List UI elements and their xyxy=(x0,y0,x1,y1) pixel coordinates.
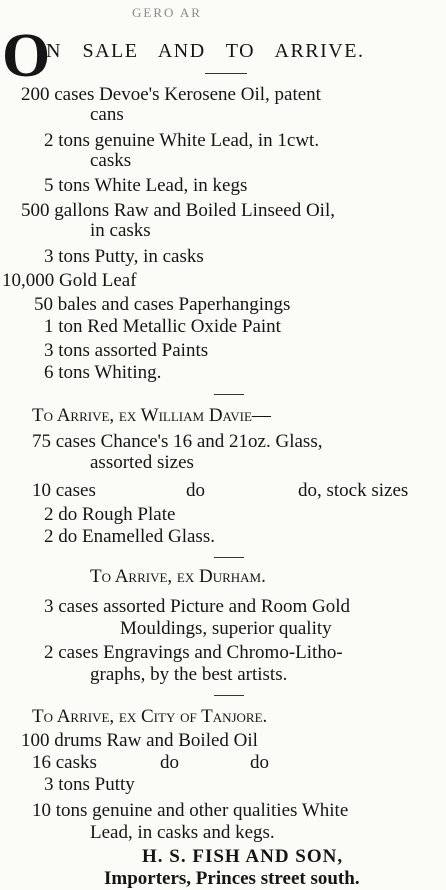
drop-cap: O xyxy=(2,22,51,90)
section-line: 16 casks xyxy=(32,752,97,773)
heading-rule xyxy=(205,73,247,74)
section-line: 2 cases Engravings and Chromo-Litho- xyxy=(44,642,343,663)
stock-line: 6 tons Whiting. xyxy=(44,362,162,383)
page-heading: N SALE AND TO ARRIVE. xyxy=(46,40,365,62)
stock-line: in casks xyxy=(90,220,151,241)
stock-line: 3 tons assorted Paints xyxy=(44,340,209,361)
section-line: graphs, by the best artists. xyxy=(90,664,288,685)
stock-line: 5 tons White Lead, in kegs xyxy=(44,175,248,196)
section-line: 2 do Rough Plate xyxy=(44,504,176,525)
stock-line: 1 ton Red Metallic Oxide Paint xyxy=(44,316,281,337)
section-line: Lead, in casks and kegs. xyxy=(90,822,275,843)
stock-line: 10,000 Gold Leaf xyxy=(2,270,137,291)
section-line: Mouldings, superior quality xyxy=(120,618,332,639)
masthead-text: GERO AR xyxy=(132,5,202,20)
ditto-mark: do xyxy=(250,752,269,773)
section-title-durham: To Arrive, ex Durham. xyxy=(90,566,266,587)
stock-line: 3 tons Putty, in casks xyxy=(44,246,204,267)
section-line: 3 tons Putty xyxy=(44,774,135,795)
section-rule xyxy=(214,695,244,696)
stock-line: casks xyxy=(90,150,132,171)
firm-name: H. S. FISH AND SON, xyxy=(142,846,344,867)
section-title-city-of-tanjore: To Arrive, ex City of Tanjore. xyxy=(32,706,268,727)
stock-line: cans xyxy=(90,104,124,125)
section-line: 75 cases Chance's 16 and 21oz. Glass, xyxy=(32,431,323,452)
section-line: 3 cases assorted Picture and Room Gold xyxy=(44,596,351,617)
ditto-mark: do xyxy=(160,752,179,773)
section-title-william-davie: To Arrive, ex William Davie— xyxy=(32,405,271,426)
firm-address: Importers, Princes street south. xyxy=(104,868,360,889)
section-line: 100 drums Raw and Boiled Oil xyxy=(21,730,258,751)
stock-line: 50 bales and cases Paperhangings xyxy=(34,294,291,315)
ditto-mark: do xyxy=(186,480,205,501)
section-rule xyxy=(214,394,244,395)
section-line: 2 do Enamelled Glass. xyxy=(44,526,215,547)
section-line: 10 tons genuine and other qualities White xyxy=(32,800,349,821)
stock-line: 500 gallons Raw and Boiled Linseed Oil, xyxy=(21,200,335,221)
section-line: assorted sizes xyxy=(90,452,194,473)
section-line: 10 cases xyxy=(32,480,96,501)
stock-line: 200 cases Devoe's Kerosene Oil, patent xyxy=(21,84,321,105)
section-rule xyxy=(214,557,244,558)
section-line: do, stock sizes xyxy=(298,480,409,501)
stock-line: 2 tons genuine White Lead, in 1cwt. xyxy=(44,130,320,151)
